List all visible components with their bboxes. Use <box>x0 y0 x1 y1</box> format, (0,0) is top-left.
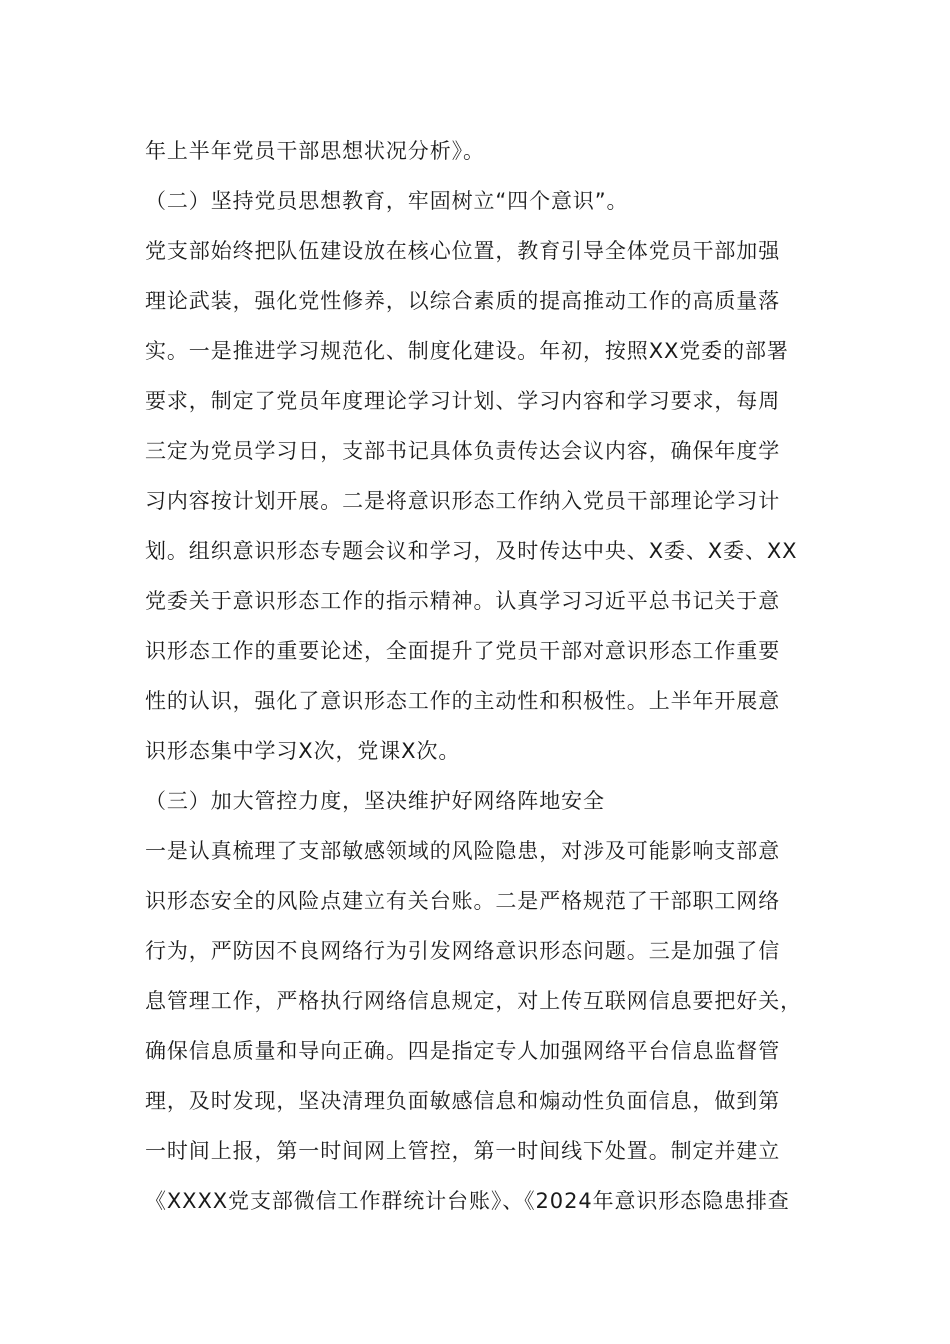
text-line-6: 要求，制定了党员年度理论学习计划、学习内容和学习要求，每周 <box>145 389 781 413</box>
text-line-12: 性的认识，强化了意识形态工作的主动性和积极性。上半年开展意 <box>145 689 781 713</box>
text-line-3: 党支部始终把队伍建设放在核心位置，教育引导全体党员干部加强 <box>145 239 781 263</box>
section-heading-2: （二）坚持党员思想教育，牢固树立“四个意识”。 <box>145 189 629 213</box>
text-line-7: 三定为党员学习日，支部书记具体负责传达会议内容，确保年度学 <box>145 439 781 463</box>
text-line-5: 实。一是推进学习规范化、制度化建设。年初，按照XX党委的部署 <box>145 339 789 363</box>
text-line-1: 年上半年党员干部思想状况分析》。 <box>145 139 485 163</box>
text-line-19: 确保信息质量和导向正确。四是指定专人加强网络平台信息监督管 <box>145 1039 781 1063</box>
section-heading-3: （三）加大管控力度，坚决维护好网络阵地安全 <box>145 789 605 813</box>
text-line-17: 行为，严防因不良网络行为引发网络意识形态问题。三是加强了信 <box>145 939 781 963</box>
text-line-8: 习内容按计划开展。二是将意识形态工作纳入党员干部理论学习计 <box>145 489 781 513</box>
text-line-15: 一是认真梳理了支部敏感领域的风险隐患，对涉及可能影响支部意 <box>145 839 781 863</box>
text-line-9: 划。组织意识形态专题会议和学习，及时传达中央、X委、X委、XX <box>145 539 798 563</box>
text-line-18: 息管理工作，严格执行网络信息规定，对上传互联网信息要把好关， <box>145 989 802 1013</box>
text-line-4: 理论武装，强化党性修养，以综合素质的提高推动工作的高质量落 <box>145 289 781 313</box>
text-line-16: 识形态安全的风险点建立有关台账。二是严格规范了干部职工网络 <box>145 889 781 913</box>
text-line-21: 一时间上报，第一时间网上管控，第一时间线下处置。制定并建立 <box>145 1139 781 1163</box>
text-line-10: 党委关于意识形态工作的指示精神。认真学习习近平总书记关于意 <box>145 589 781 613</box>
text-line-22: 《XXXX党支部微信工作群统计台账》、《2024年意识形态隐患排查 <box>145 1189 790 1213</box>
text-line-13: 识形态集中学习X次，党课X次。 <box>145 739 461 763</box>
text-line-11: 识形态工作的重要论述，全面提升了党员干部对意识形态工作重要 <box>145 639 781 663</box>
text-line-20: 理，及时发现，坚决清理负面敏感信息和煽动性负面信息，做到第 <box>145 1089 781 1113</box>
